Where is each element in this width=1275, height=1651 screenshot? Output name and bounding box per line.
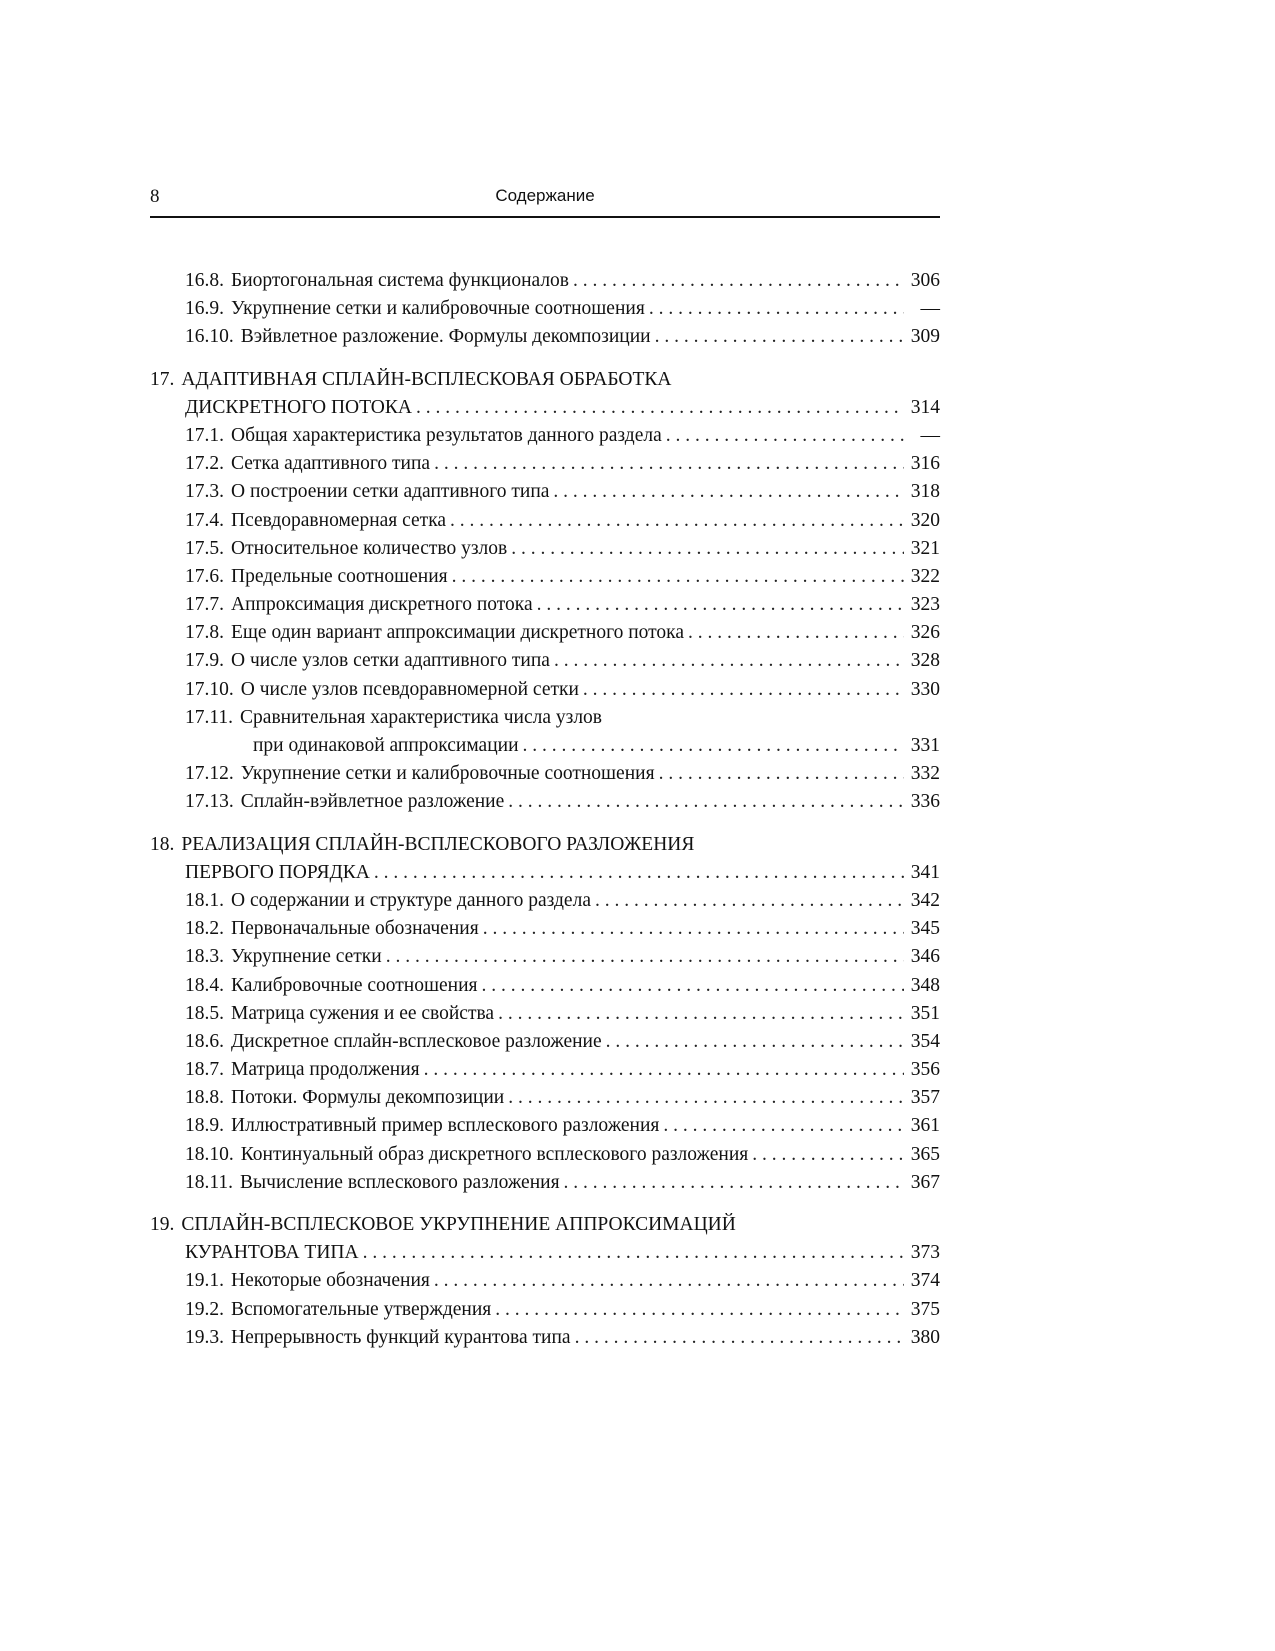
entry-number: 17.9. <box>185 650 224 672</box>
entry-page-number: 342 <box>910 889 940 911</box>
entry-page-number: 375 <box>910 1298 940 1320</box>
toc-entry[interactable] <box>150 594 940 622</box>
toc-entry[interactable] <box>150 1270 940 1298</box>
dot-leader <box>434 453 904 475</box>
entry-page-number: 341 <box>910 861 940 883</box>
toc-entry[interactable] <box>150 1031 940 1059</box>
entry-title: Вэйвлетное разложение. Формулы декомпозиции <box>240 326 651 348</box>
toc-entry[interactable] <box>150 1059 940 1087</box>
dot-leader <box>452 566 904 588</box>
entry-number: 17.12. <box>185 763 234 785</box>
toc-entry[interactable] <box>150 1003 940 1031</box>
entry-number: 18.6. <box>185 1030 224 1052</box>
toc-entry[interactable] <box>150 763 940 791</box>
dot-leader <box>575 1327 904 1349</box>
entry-number: 19.1. <box>185 1270 224 1292</box>
entry-page-number: 330 <box>910 678 940 700</box>
dot-leader <box>553 481 904 503</box>
entry-page-number: — <box>920 298 940 320</box>
dot-leader <box>508 791 904 813</box>
toc-group <box>150 369 940 820</box>
entry-number: 18.2. <box>185 918 224 940</box>
entry-page-number: 322 <box>910 565 940 587</box>
entry-title: Континуальный образ дискретного всплескового разложения <box>240 1143 749 1165</box>
dot-leader <box>386 946 904 968</box>
entry-page-number: 365 <box>910 1143 940 1165</box>
dot-leader <box>523 735 904 757</box>
dot-leader <box>498 1003 904 1025</box>
entry-title: ДИСКРЕТНОГО ПОТОКА <box>185 396 412 418</box>
entry-page-number: 361 <box>910 1115 940 1137</box>
entry-title: Псевдоравномерная сетка <box>231 509 447 531</box>
entry-page-number: 367 <box>910 1171 940 1193</box>
entry-title: Сплайн-вэйвлетное разложение <box>240 791 505 813</box>
toc-entry[interactable] <box>150 326 940 354</box>
toc-entry[interactable] <box>150 735 940 763</box>
entry-number: 19.2. <box>185 1298 224 1320</box>
page-header <box>150 186 940 218</box>
dot-leader <box>434 1270 904 1292</box>
toc-entry[interactable] <box>150 1299 940 1327</box>
dot-leader <box>537 594 904 616</box>
toc-entry[interactable] <box>150 679 940 707</box>
dot-leader <box>450 510 904 532</box>
entry-title: ПЕРВОГО ПОРЯДКА <box>185 861 370 883</box>
entry-title: Общая характеристика результатов данного раздела <box>231 424 662 446</box>
entry-page-number: 316 <box>910 453 940 475</box>
toc-entry[interactable] <box>150 918 940 946</box>
dot-leader <box>374 862 904 884</box>
dot-leader <box>363 1242 904 1264</box>
toc-entry[interactable] <box>150 650 940 678</box>
entry-page-number: 380 <box>910 1326 940 1348</box>
entry-title: О числе узлов псевдоравномерной сетки <box>240 678 579 700</box>
dot-leader <box>666 425 904 447</box>
entry-number: 18.4. <box>185 974 224 996</box>
toc-chapter-entry[interactable] <box>150 862 940 890</box>
entry-title: Сетка адаптивного типа <box>231 453 431 475</box>
entry-title: Дискретное сплайн-всплесковое разложение <box>231 1030 602 1052</box>
entry-number: 18.10. <box>185 1143 234 1165</box>
toc-chapter-entry[interactable] <box>150 397 940 425</box>
toc-entry[interactable] <box>150 510 940 538</box>
toc-chapter-entry[interactable] <box>150 1214 940 1242</box>
table-of-contents <box>150 270 940 1369</box>
dot-leader <box>752 1144 904 1166</box>
toc-entry[interactable] <box>150 707 940 735</box>
entry-title: Биортогональная система функционалов <box>231 270 570 291</box>
dot-leader <box>573 270 904 292</box>
entry-number: 18.8. <box>185 1087 224 1109</box>
toc-entry[interactable] <box>150 298 940 326</box>
toc-entry[interactable] <box>150 1172 940 1200</box>
entry-page-number: 351 <box>910 1002 940 1024</box>
entry-page-number: 314 <box>910 396 940 418</box>
entry-number: 16.9. <box>185 298 224 320</box>
toc-entry[interactable] <box>150 270 940 298</box>
entry-number: 18.7. <box>185 1059 224 1081</box>
entry-number: 18.11. <box>185 1171 234 1193</box>
entry-number: 18. <box>150 833 175 855</box>
entry-number: 17.8. <box>185 622 224 644</box>
entry-title: Укрупнение сетки <box>231 946 382 968</box>
entry-number: 17.2. <box>185 453 224 475</box>
toc-entry[interactable] <box>150 1327 940 1355</box>
entry-page-number: 331 <box>910 735 940 756</box>
entry-title: Аппроксимация дискретного потока <box>231 594 533 616</box>
toc-entry[interactable] <box>150 453 940 481</box>
entry-title: при одинаковой аппроксимации <box>253 735 519 756</box>
entry-page-number: 374 <box>910 1270 940 1292</box>
dot-leader <box>595 890 904 912</box>
page-number: 8 <box>150 186 160 207</box>
dot-leader <box>424 1059 904 1081</box>
dot-leader <box>511 538 904 560</box>
entry-title: О построении сетки адаптивного типа <box>231 481 550 503</box>
entry-title: О содержании и структуре данного раздела <box>231 889 591 911</box>
entry-number: 17. <box>150 368 175 390</box>
entry-title: Непрерывность функций курантова типа <box>231 1326 571 1348</box>
entry-number: 17.13. <box>185 791 234 813</box>
entry-page-number: 356 <box>910 1059 940 1081</box>
toc-entry[interactable] <box>150 622 940 650</box>
entry-page-number: 345 <box>910 918 940 940</box>
entry-number: 17.1. <box>185 424 224 446</box>
entry-title: Укрупнение сетки и калибровочные соотношения <box>240 763 655 785</box>
entry-number: 17.7. <box>185 594 224 616</box>
dot-leader <box>564 1172 904 1194</box>
dot-leader <box>481 975 904 997</box>
entry-number: 17.10. <box>185 678 234 700</box>
dot-leader <box>688 622 904 644</box>
running-title: Содержание <box>495 186 595 205</box>
entry-number: 18.5. <box>185 1002 224 1024</box>
entry-page-number: 306 <box>910 270 940 291</box>
entry-page-number: 309 <box>910 326 940 348</box>
toc-entry[interactable] <box>150 791 940 819</box>
entry-title: Калибровочные соотношения <box>231 974 478 996</box>
entry-page-number: 357 <box>910 1087 940 1109</box>
entry-title: Иллюстративный пример всплескового разложения <box>231 1115 660 1137</box>
entry-number: 17.5. <box>185 537 224 559</box>
entry-page-number: 328 <box>910 650 940 672</box>
entry-number: 19.3. <box>185 1326 224 1348</box>
dot-leader <box>659 763 904 785</box>
entry-title: Еще один вариант аппроксимации дискретного потока <box>231 622 684 644</box>
entry-title: Сравнительная характеристика числа узлов <box>240 706 603 728</box>
entry-page-number: 318 <box>910 481 940 503</box>
toc-entry[interactable] <box>150 975 940 1003</box>
entry-title: Укрупнение сетки и калибровочные соотношения <box>231 298 645 320</box>
toc-entry[interactable] <box>150 566 940 594</box>
dot-leader <box>416 397 904 419</box>
entry-title: Вспомогательные утверждения <box>231 1298 492 1320</box>
toc-group <box>150 834 940 1200</box>
dot-leader <box>483 918 904 940</box>
entry-page-number: 320 <box>910 509 940 531</box>
entry-number: 16.8. <box>185 270 224 291</box>
entry-page-number: 332 <box>910 763 940 785</box>
dot-leader <box>583 679 904 701</box>
dot-leader <box>655 326 904 348</box>
entry-title: АДАПТИВНАЯ СПЛАЙН-ВСПЛЕСКОВАЯ ОБРАБОТКА <box>181 368 672 390</box>
entry-title: Первоначальные обозначения <box>231 918 479 940</box>
entry-number: 16.10. <box>185 326 234 348</box>
entry-page-number: 323 <box>910 594 940 616</box>
toc-entry[interactable] <box>150 1144 940 1172</box>
entry-page-number: 336 <box>910 791 940 813</box>
toc-group <box>150 270 940 355</box>
toc-entry[interactable] <box>150 481 940 509</box>
entry-number: 17.6. <box>185 565 224 587</box>
entry-page-number: — <box>920 424 940 446</box>
entry-page-number: 354 <box>910 1030 940 1052</box>
entry-number: 17.3. <box>185 481 224 503</box>
entry-title: Предельные соотношения <box>231 565 448 587</box>
dot-leader <box>606 1031 904 1053</box>
entry-number: 18.1. <box>185 889 224 911</box>
toc-entry[interactable] <box>150 1115 940 1143</box>
entry-title: СПЛАЙН-ВСПЛЕСКОВОЕ УКРУПНЕНИЕ АППРОКСИМАЦИЙ <box>181 1214 736 1235</box>
entry-page-number: 373 <box>910 1242 940 1264</box>
entry-title: Относительное количество узлов <box>231 537 508 559</box>
toc-entry[interactable] <box>150 890 940 918</box>
toc-entry[interactable] <box>150 1087 940 1115</box>
toc-chapter-entry[interactable] <box>150 369 940 397</box>
entry-title: Вычисление всплескового разложения <box>240 1171 560 1193</box>
toc-group <box>150 1214 940 1355</box>
toc-entry[interactable] <box>150 946 940 974</box>
entry-title: Потоки. Формулы декомпозиции <box>231 1087 505 1109</box>
entry-page-number: 326 <box>910 622 940 644</box>
dot-leader <box>649 298 904 320</box>
entry-title: Матрица сужения и ее свойства <box>231 1002 495 1024</box>
entry-title: Матрица продолжения <box>231 1059 420 1081</box>
entry-page-number: 321 <box>910 537 940 559</box>
entry-number: 17.11. <box>185 706 234 728</box>
toc-entry[interactable] <box>150 425 940 453</box>
dot-leader <box>508 1087 904 1109</box>
dot-leader <box>554 650 904 672</box>
entry-title: РЕАЛИЗАЦИЯ СПЛАЙН-ВСПЛЕСКОВОГО РАЗЛОЖЕНИЯ <box>181 833 695 855</box>
toc-entry[interactable] <box>150 538 940 566</box>
entry-page-number: 348 <box>910 974 940 996</box>
toc-chapter-entry[interactable] <box>150 1242 940 1270</box>
entry-number: 17.4. <box>185 509 224 531</box>
entry-number: 18.3. <box>185 946 224 968</box>
entry-number: 18.9. <box>185 1115 224 1137</box>
entry-page-number: 346 <box>910 946 940 968</box>
toc-chapter-entry[interactable] <box>150 834 940 862</box>
entry-title: КУРАНТОВА ТИПА <box>185 1242 359 1264</box>
dot-leader <box>495 1299 904 1321</box>
dot-leader <box>663 1115 904 1137</box>
entry-number: 19. <box>150 1214 175 1235</box>
entry-title: Некоторые обозначения <box>231 1270 430 1292</box>
entry-title: О числе узлов сетки адаптивного типа <box>231 650 550 672</box>
